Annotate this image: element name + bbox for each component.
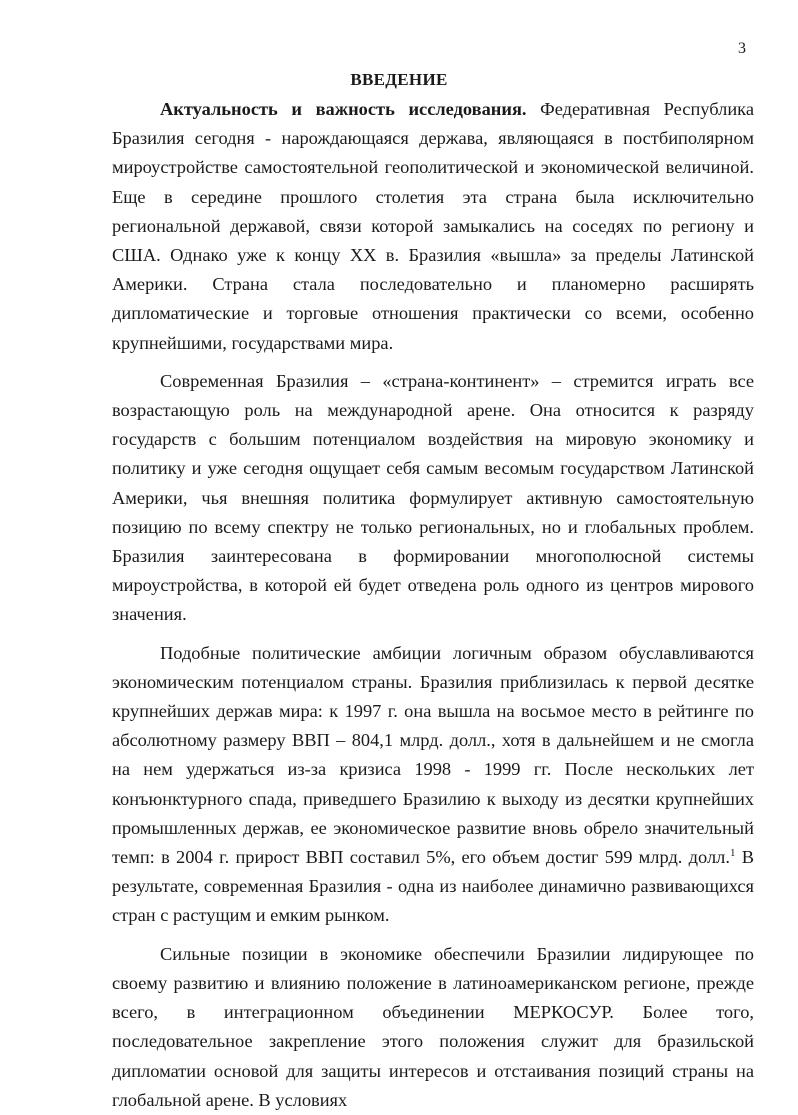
body-text <box>112 95 754 1115</box>
paragraph-modern-brazil <box>112 367 754 630</box>
paragraph-regional-leadership <box>112 940 754 1115</box>
paragraph-relevance <box>112 95 754 358</box>
paragraph-text: Современная Бразилия – «страна-континент» – стремится играть все возрастающую роль на международной арене. Она относится к разряду государств с большим потенциалом воздействия на мировую экономику и политику и уже сегодня ощущает себя самым весомым государством Латинской Америки, чья внешняя политика формулирует активную самостоятельную позицию по всему спектру не только региональных, но и глобальных проблем. Бразилия заинтересована в формировании многополюсной системы мироустройства, в которой ей будет отведена роль одного из центров мирового значения. <box>112 370 754 625</box>
paragraph-lead: Актуальность и важность исследования. <box>160 99 527 119</box>
paragraph-text: Сильные позиции в экономике обеспечили Бразилии лидирующее по своему развитию и влиянию положение в латиноамериканском регионе, прежде всего, в интеграционном объединении МЕРКОСУР. Более того, последовательное закрепление этого положения служит для бразильской дипломатии основой для защиты интересов и отстаивания позиций страны на глобальной арене. В условиях <box>112 943 754 1110</box>
paragraph-text-continued: В результате, современная Бразилия - одна из наиболее динамично развивающихся стран с растущим и емким рынком. <box>112 847 755 926</box>
section-heading: ВВЕДЕНИЕ <box>350 70 448 89</box>
paragraph-text: Подобные политические амбиции логичным образом обуславливаются экономическим потенциалом страны. Бразилия приблизилась к первой десятке крупнейших держав мира: к 1997 г. она вышла на восьмое место в рейтинге по абсолютному размеру ВВП – 804,1 млрд. долл., хотя в дальнейшем и не смогла на нем удержаться из-за кризиса 1998 - 1999 гг. После нескольких лет конъюнктурного спада, приведшего Бразилию к выходу из десятки крупнейших промышленных держав, ее экономическое развитие вновь обрело значительный темп: в 2004 г. прирост ВВП составил 5%, его объем достиг 599 млрд. долл. <box>112 642 754 868</box>
paragraph-economy <box>112 639 754 931</box>
page-number: 3 <box>738 40 746 57</box>
paragraph-text: Федеративная Республика Бразилия сегодня - нарождающаяся держава, являющаяся в постбиполярном мироустройстве самостоятельной геополитической и экономической величиной. Еще в середине прошлого столетия эта страна была исключительно региональной державой, связи которой замыкались на соседях по региону и США. Однако уже к концу XX в. Бразилия «вышла» за пределы Латинской Америки. Страна стала последовательно и планомерно расширять дипломатические и торговые отношения практически со всеми, особенно крупнейшими, государствами мира. <box>112 99 754 353</box>
footnote-marker: 1 <box>729 847 736 860</box>
